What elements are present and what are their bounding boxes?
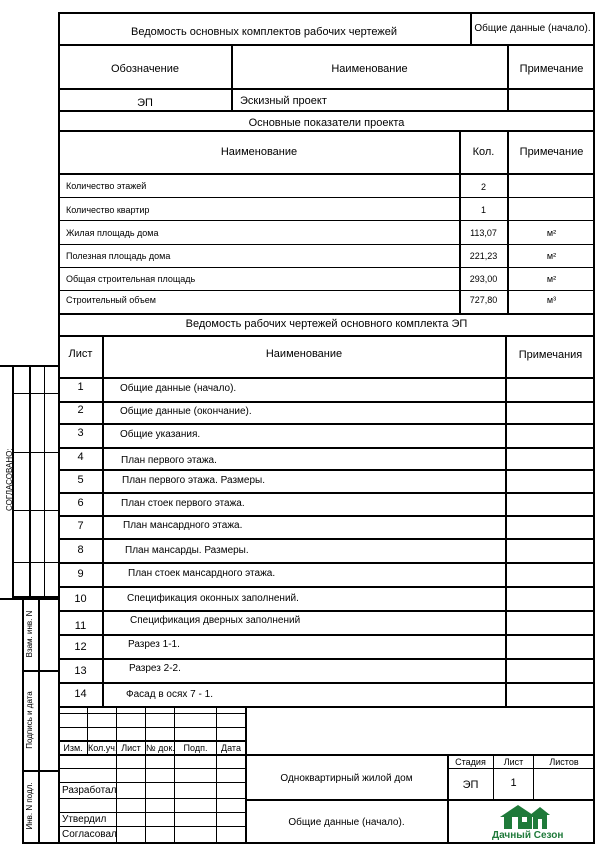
- divider: [29, 365, 31, 598]
- set-name: Эскизный проект: [240, 95, 327, 107]
- indicator-qty: 221,23: [469, 251, 498, 261]
- indicator-name: Количество квартир: [66, 205, 150, 215]
- divider: [447, 768, 595, 769]
- drawing-sheet-number: 1: [77, 381, 84, 393]
- change-col-label: Дата: [221, 743, 241, 753]
- divider: [58, 377, 595, 379]
- drawing-name: Спецификация оконных заполнений.: [127, 593, 299, 604]
- indicator-note: м²: [546, 251, 557, 261]
- role-approver: Утвердил: [62, 814, 107, 825]
- drawing-sheet-number: 6: [77, 497, 84, 509]
- row-divider: [58, 290, 595, 291]
- drawing-sheet-number: 11: [74, 620, 87, 632]
- col-name-header: Наименование: [331, 63, 408, 75]
- divider: [58, 88, 595, 90]
- drawing-sheet-number: 10: [74, 593, 87, 605]
- row-divider: [58, 423, 595, 425]
- divider: [12, 510, 58, 511]
- change-col-label: Подп.: [183, 743, 208, 753]
- divider: [58, 44, 595, 46]
- drawings-title: Ведомость рабочих чертежей основного комплекта ЭП: [185, 318, 468, 330]
- indicator-name: Полезная площадь дома: [66, 251, 171, 261]
- divider: [0, 365, 12, 367]
- drawing-sheet-number: 4: [77, 451, 84, 463]
- drawing-sheet-number: 3: [77, 427, 84, 439]
- inv-orig-label: Инв. N подл.: [25, 782, 34, 830]
- indicator-qty: 727,80: [469, 295, 498, 305]
- row-divider: [58, 682, 595, 684]
- divider: [44, 365, 45, 598]
- change-col-label: Изм.: [63, 743, 83, 753]
- drawing-sheet-number: 2: [77, 404, 84, 416]
- company-logo: [490, 803, 564, 843]
- indicators-qty-header: Кол.: [472, 146, 495, 158]
- role-developer: Разработал: [62, 785, 117, 796]
- drawing-sheet-number: 12: [74, 641, 87, 653]
- indicator-qty: 293,00: [469, 274, 498, 284]
- logo-text: Дачный Сезон: [492, 830, 564, 841]
- drawing-name: Спецификация дверных заполнений: [130, 615, 301, 626]
- indicator-note: м²: [546, 228, 557, 238]
- agreed-stamp: [12, 365, 60, 598]
- drawings-name-header: Наименование: [265, 348, 343, 360]
- indicator-qty: 2: [480, 182, 486, 192]
- row-divider: [58, 401, 595, 403]
- stage-label: Стадия: [455, 757, 486, 767]
- row-divider: [58, 610, 595, 612]
- divider: [245, 754, 595, 756]
- divider: [58, 173, 595, 175]
- divider: [22, 670, 60, 672]
- col-designation-header: Обозначение: [110, 63, 180, 75]
- drawings-note-header: Примечания: [518, 349, 583, 361]
- drawing-name: План стоек мансардного этажа.: [128, 568, 276, 579]
- divider: [12, 452, 58, 453]
- sheet-label: Лист: [503, 757, 524, 767]
- row-divider: [58, 658, 595, 660]
- drawing-name: Общие указания.: [120, 429, 201, 440]
- title-sheet-name: Общие данные (начало).: [288, 817, 405, 828]
- row-divider: [58, 562, 595, 564]
- indicator-name: Количество этажей: [66, 181, 147, 191]
- divider: [507, 44, 509, 110]
- row-divider: [58, 469, 595, 471]
- indicators-title: Основные показатели проекта: [248, 117, 405, 129]
- indicator-name: Общая строительная площадь: [66, 274, 196, 284]
- drawing-name: План первого этажа. Размеры.: [122, 475, 266, 486]
- role-agreer: Согласовал: [62, 829, 117, 840]
- drawing-name: Общие данные (начало).: [120, 383, 237, 394]
- sheets-label: Листов: [549, 757, 579, 767]
- divider: [102, 335, 104, 706]
- divider: [58, 130, 595, 132]
- divider: [58, 706, 595, 708]
- grid-line: [216, 706, 217, 844]
- agreed-label: СОГЛАСОВАНО:: [5, 448, 14, 511]
- drawing-frame: [58, 12, 595, 844]
- drawing-name: План стоек первого этажа.: [121, 498, 245, 509]
- drawing-name: Разрез 2-2.: [129, 663, 181, 674]
- drawing-name: Фасад в осях 7 - 1.: [126, 689, 213, 700]
- indicators-note-header: Примечание: [519, 146, 584, 158]
- indicator-note: м²: [546, 274, 557, 284]
- row-divider: [58, 447, 595, 449]
- drawing-sheet-number: 13: [74, 665, 87, 677]
- indicator-name: Жилая площадь дома: [66, 228, 159, 238]
- sign-date-label: Подпись и дата: [25, 691, 34, 749]
- drawing-name: Общие данные (окончание).: [120, 406, 252, 417]
- indicator-qty: 113,07: [470, 228, 497, 238]
- divider: [0, 598, 22, 600]
- row-divider: [58, 267, 595, 268]
- grid-line: [116, 706, 117, 844]
- row-divider: [58, 197, 595, 198]
- drawing-sheet-number: 9: [77, 568, 84, 580]
- drawing-sheet-number: 8: [77, 544, 84, 556]
- header-sheet-name: Общие данные (начало).: [474, 23, 591, 34]
- indicator-note: м³: [546, 295, 557, 305]
- divider: [58, 110, 595, 112]
- divider: [22, 770, 60, 772]
- row-divider: [58, 492, 595, 494]
- divider: [231, 44, 233, 110]
- row-divider: [58, 586, 595, 588]
- header-title: Ведомость основных комплектов рабочих чертежей: [130, 26, 398, 38]
- divider: [505, 335, 507, 706]
- indicators-name-header: Наименование: [220, 146, 298, 158]
- project-name: Одноквартирный жилой дом: [280, 773, 413, 784]
- divider: [12, 562, 58, 563]
- drawing-name: Разрез 1-1.: [128, 639, 180, 650]
- sheet-value: 1: [510, 777, 517, 789]
- change-col-label: Кол.уч.: [88, 743, 118, 753]
- row-divider: [58, 515, 595, 517]
- divider: [38, 598, 40, 844]
- change-col-label: Лист: [121, 743, 141, 753]
- stage-value: ЭП: [462, 779, 479, 791]
- row-divider: [58, 538, 595, 540]
- drawing-name: План первого этажа.: [121, 455, 217, 466]
- divider: [12, 393, 58, 394]
- drawing-sheet-number: 7: [77, 520, 84, 532]
- replace-inv-label: Взам. инв. N: [25, 610, 34, 658]
- set-designation: ЭП: [137, 97, 153, 109]
- indicator-name: Строительный объем: [66, 295, 156, 305]
- grid-line: [145, 706, 146, 844]
- row-divider: [58, 220, 595, 221]
- change-col-label: № док.: [146, 743, 175, 753]
- divider: [58, 335, 595, 337]
- divider: [245, 799, 595, 801]
- drawing-sheet-number: 14: [74, 688, 87, 700]
- house-icon: [490, 803, 560, 831]
- drawing-name: План мансардного этажа.: [123, 520, 243, 531]
- row-divider: [58, 634, 595, 636]
- indicator-qty: 1: [480, 205, 486, 215]
- drawing-name: План мансарды. Размеры.: [125, 545, 249, 556]
- grid-line: [174, 706, 175, 844]
- divider: [58, 313, 595, 315]
- col-note-header: Примечание: [519, 63, 584, 75]
- drawings-sheet-header: Лист: [68, 348, 93, 360]
- row-divider: [58, 244, 595, 245]
- drawing-sheet-number: 5: [77, 474, 84, 486]
